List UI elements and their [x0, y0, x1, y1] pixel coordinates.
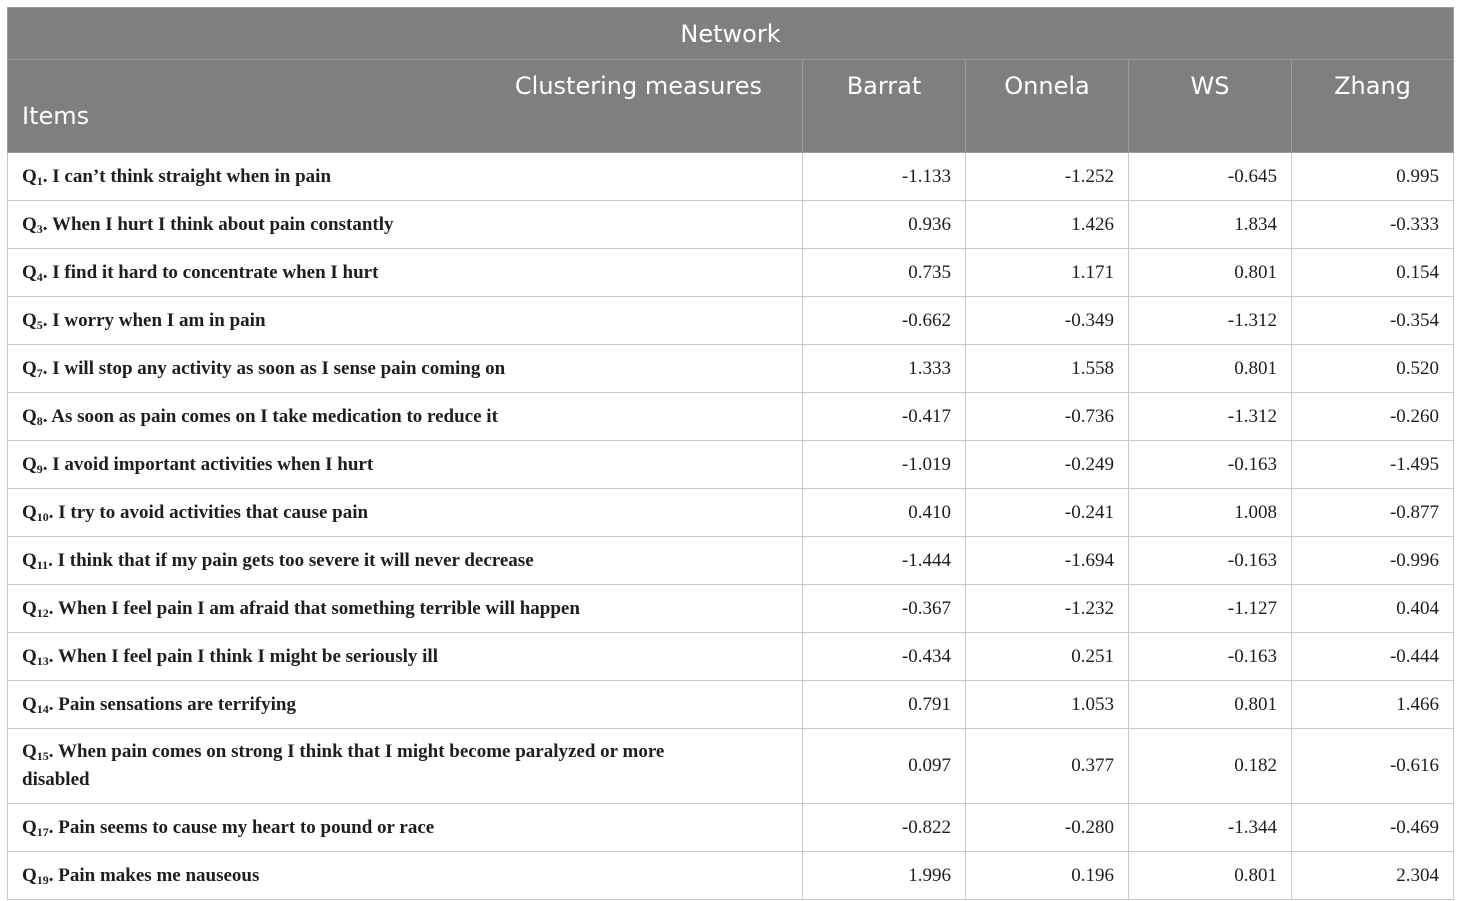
value-cell-ws: -1.344	[1129, 804, 1292, 852]
item-code-number: 1	[36, 173, 43, 188]
corner-header-cell	[8, 60, 803, 153]
table-row	[8, 153, 1454, 201]
item-code-number: 17	[36, 824, 49, 839]
item-code-number: 5	[36, 317, 43, 332]
value-cell-zhang: 0.520	[1292, 345, 1454, 393]
table-title-row	[8, 8, 1454, 60]
value-cell-ws: 0.801	[1129, 249, 1292, 297]
value-cell-zhang: -0.616	[1292, 729, 1454, 804]
value-cell-zhang: 0.404	[1292, 585, 1454, 633]
item-text: . I worry when I am in pain	[42, 309, 266, 331]
value-cell-ws: -0.163	[1129, 537, 1292, 585]
item-code-letter: Q	[22, 213, 37, 235]
clustering-measures-label: Clustering measures	[514, 72, 762, 100]
column-header-onnela: Onnela	[966, 60, 1129, 153]
value-cell-zhang: 0.154	[1292, 249, 1454, 297]
item-code-number: 12	[36, 605, 49, 620]
table-row	[8, 249, 1454, 297]
item-cell	[8, 804, 803, 852]
value-cell-ws: 0.801	[1129, 681, 1292, 729]
item-text: . When pain comes on strong I think that I might become paralyzed or more disabled	[22, 741, 665, 790]
item-cell	[8, 585, 803, 633]
value-cell-ws: 0.801	[1129, 345, 1292, 393]
item-code-letter: Q	[22, 816, 37, 838]
value-cell-onnela: 1.053	[966, 681, 1129, 729]
table-row	[8, 393, 1454, 441]
value-cell-zhang: -0.444	[1292, 633, 1454, 681]
value-cell-onnela: 0.377	[966, 729, 1129, 804]
item-code-number: 9	[36, 461, 43, 476]
value-cell-barrat: -1.133	[803, 153, 966, 201]
value-cell-onnela: -1.252	[966, 153, 1129, 201]
item-cell	[8, 297, 803, 345]
item-code-letter: Q	[22, 261, 37, 283]
table-row	[8, 345, 1454, 393]
value-cell-onnela: 0.251	[966, 633, 1129, 681]
item-code-number: 8	[36, 413, 43, 428]
item-cell	[8, 633, 803, 681]
item-code-number: 10	[36, 509, 49, 524]
value-cell-zhang: -0.333	[1292, 201, 1454, 249]
item-text: . I find it hard to concentrate when I hurt	[42, 261, 379, 283]
item-code-number: 19	[36, 872, 49, 887]
value-cell-barrat: -0.367	[803, 585, 966, 633]
item-code-letter: Q	[22, 405, 37, 427]
item-text: . When I feel pain I think I might be seriously ill	[48, 645, 438, 667]
item-code-letter: Q	[22, 741, 37, 762]
value-cell-zhang: -0.996	[1292, 537, 1454, 585]
value-cell-ws: -0.163	[1129, 633, 1292, 681]
table-row	[8, 201, 1454, 249]
value-cell-ws: 1.008	[1129, 489, 1292, 537]
value-cell-barrat: -1.019	[803, 441, 966, 489]
table-row	[8, 441, 1454, 489]
value-cell-zhang: -0.877	[1292, 489, 1454, 537]
value-cell-ws: 0.801	[1129, 852, 1292, 900]
value-cell-ws: 1.834	[1129, 201, 1292, 249]
item-text: . When I hurt I think about pain constantly	[42, 213, 394, 235]
item-code-number: 14	[36, 701, 49, 716]
table-row	[8, 729, 1454, 804]
value-cell-barrat: -0.662	[803, 297, 966, 345]
item-cell	[8, 249, 803, 297]
value-cell-barrat: 0.410	[803, 489, 966, 537]
value-cell-barrat: -0.822	[803, 804, 966, 852]
value-cell-zhang: 0.995	[1292, 153, 1454, 201]
column-header-ws: WS	[1129, 60, 1292, 153]
value-cell-onnela: -1.694	[966, 537, 1129, 585]
item-cell	[8, 681, 803, 729]
value-cell-onnela: 0.196	[966, 852, 1129, 900]
table-row	[8, 585, 1454, 633]
value-cell-barrat: -0.434	[803, 633, 966, 681]
value-cell-onnela: 1.558	[966, 345, 1129, 393]
table-row	[8, 489, 1454, 537]
item-cell	[8, 441, 803, 489]
value-cell-zhang: -0.469	[1292, 804, 1454, 852]
item-text: . I think that if my pain gets too severe it will never decrease	[48, 549, 534, 571]
table-row	[8, 297, 1454, 345]
value-cell-ws: -1.312	[1129, 297, 1292, 345]
value-cell-barrat: -1.444	[803, 537, 966, 585]
item-text: . I avoid important activities when I hurt	[42, 453, 374, 475]
value-cell-onnela: -0.241	[966, 489, 1129, 537]
item-text: . Pain seems to cause my heart to pound or race	[48, 816, 435, 838]
value-cell-ws: -0.645	[1129, 153, 1292, 201]
item-code-letter: Q	[22, 864, 37, 886]
item-text: . As soon as pain comes on I take medication to reduce it	[42, 405, 498, 427]
value-cell-barrat: 0.936	[803, 201, 966, 249]
item-code-number: 7	[36, 365, 43, 380]
item-cell	[8, 393, 803, 441]
item-text: . I will stop any activity as soon as I sense pain coming on	[42, 357, 506, 379]
item-code-letter: Q	[22, 453, 37, 475]
item-cell	[8, 852, 803, 900]
value-cell-barrat: 0.097	[803, 729, 966, 804]
item-code-number: 4	[36, 269, 43, 284]
value-cell-zhang: -0.260	[1292, 393, 1454, 441]
value-cell-ws: -1.312	[1129, 393, 1292, 441]
value-cell-onnela: -0.736	[966, 393, 1129, 441]
value-cell-onnela: -0.349	[966, 297, 1129, 345]
value-cell-zhang: 1.466	[1292, 681, 1454, 729]
table-row	[8, 681, 1454, 729]
value-cell-onnela: 1.171	[966, 249, 1129, 297]
item-text: . Pain sensations are terrifying	[48, 693, 296, 715]
item-code-number: 15	[36, 749, 49, 763]
table-body	[8, 153, 1454, 900]
column-header-barrat: Barrat	[803, 60, 966, 153]
item-cell	[8, 729, 803, 804]
item-cell	[8, 201, 803, 249]
item-code-letter: Q	[22, 501, 37, 523]
item-code-letter: Q	[22, 597, 37, 619]
item-code-letter: Q	[22, 693, 37, 715]
value-cell-ws: -0.163	[1129, 441, 1292, 489]
item-code-letter: Q	[22, 357, 37, 379]
item-text: . I can’t think straight when in pain	[42, 165, 332, 187]
item-cell	[8, 153, 803, 201]
table-row	[8, 537, 1454, 585]
column-header-zhang: Zhang	[1292, 60, 1454, 153]
item-cell	[8, 345, 803, 393]
value-cell-onnela: -0.280	[966, 804, 1129, 852]
value-cell-barrat: 1.333	[803, 345, 966, 393]
value-cell-barrat: 0.735	[803, 249, 966, 297]
item-text: . When I feel pain I am afraid that something terrible will happen	[48, 597, 580, 619]
table-row	[8, 804, 1454, 852]
item-text: . I try to avoid activities that cause pain	[48, 501, 369, 523]
item-code-number: 11	[36, 557, 49, 572]
value-cell-ws: -1.127	[1129, 585, 1292, 633]
value-cell-barrat: -0.417	[803, 393, 966, 441]
clustering-measures-table	[7, 7, 1454, 900]
value-cell-zhang: 2.304	[1292, 852, 1454, 900]
value-cell-zhang: -0.354	[1292, 297, 1454, 345]
value-cell-onnela: -1.232	[966, 585, 1129, 633]
item-code-letter: Q	[22, 165, 37, 187]
value-cell-onnela: -0.249	[966, 441, 1129, 489]
table-row	[8, 633, 1454, 681]
item-code-number: 3	[36, 221, 43, 236]
value-cell-ws: 0.182	[1129, 729, 1292, 804]
item-code-letter: Q	[22, 645, 37, 667]
value-cell-barrat: 1.996	[803, 852, 966, 900]
table-row	[8, 852, 1454, 900]
value-cell-onnela: 1.426	[966, 201, 1129, 249]
column-header-row	[8, 60, 1454, 153]
item-cell	[8, 537, 803, 585]
item-code-letter: Q	[22, 549, 37, 571]
items-label: Items	[22, 102, 90, 130]
value-cell-barrat: 0.791	[803, 681, 966, 729]
table-title: Network	[8, 8, 1454, 60]
item-cell	[8, 489, 803, 537]
value-cell-zhang: -1.495	[1292, 441, 1454, 489]
item-text: . Pain makes me nauseous	[48, 864, 260, 886]
item-code-number: 13	[36, 653, 49, 668]
item-code-letter: Q	[22, 309, 37, 331]
